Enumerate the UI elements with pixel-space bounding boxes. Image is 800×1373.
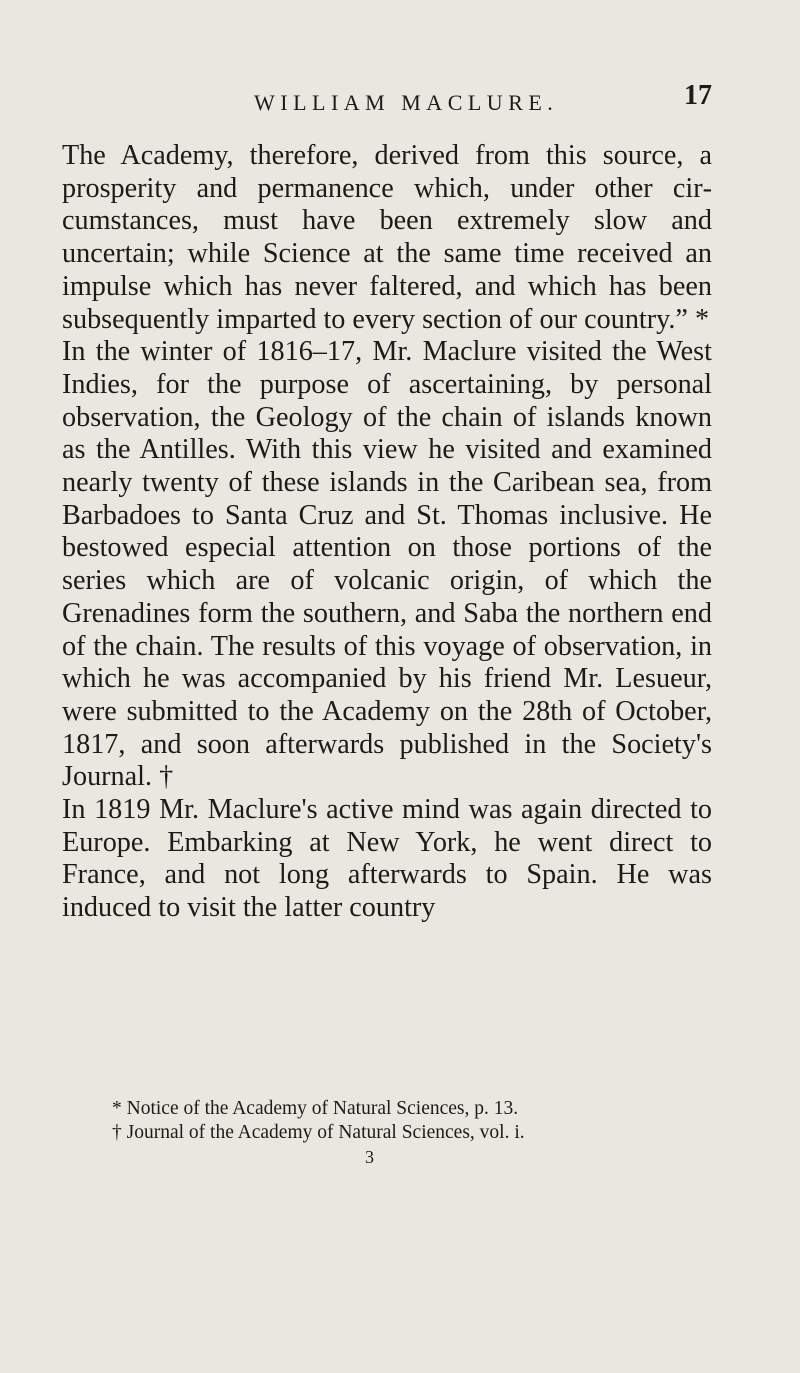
body-text [62,140,712,925]
running-head [62,80,712,122]
paragraph: The Academy, therefore, derived from this source, a prosperity and permanence which, under other circumstances, must have been extremely slow and uncertain; while Science at the same time received an impulse which has never faltered, and which has been subsequently imparted to every section of our country.” * [62,140,712,335]
page-number: 17 [684,80,712,111]
footnote: * Notice of the Academy of Natural Sciences, p. 13. [112,1098,519,1119]
running-title: WILLIAM MACLURE. [254,90,559,115]
paragraph: In 1819 Mr. Maclure's active mind was again directed to Europe. Embarking at New York, he went direct to France, and not long afterwards to Spain. He was induced to visit the latter country [62,794,712,924]
footnote: † Journal of the Academy of Natural Sciences, vol. i. [112,1121,525,1143]
footnotes [112,1097,672,1144]
paragraph: In the winter of 1816–17, Mr. Maclure visited the West Indies, for the purpose of ascertaining, by personal observation, the Geology of the chain of islands known as the Antilles. With this view he visited and examined nearly twenty of these islands in the Caribean sea, from Barbadoes to Santa Cruz and St. Thomas inclusive. He bestowed especial attention on those portions of the series which are of volcanic origin, of which the Grenadines form the southern, and Saba the northern end of the chain. The results of this voyage of observation, in which he was accompanied by his friend Mr. Lesueur, were submitted to the Academy on the 28th of October, 1817, and soon afterwards published in the Society's Journal. † [62,336,712,793]
signature-mark: 3 [365,1147,374,1167]
